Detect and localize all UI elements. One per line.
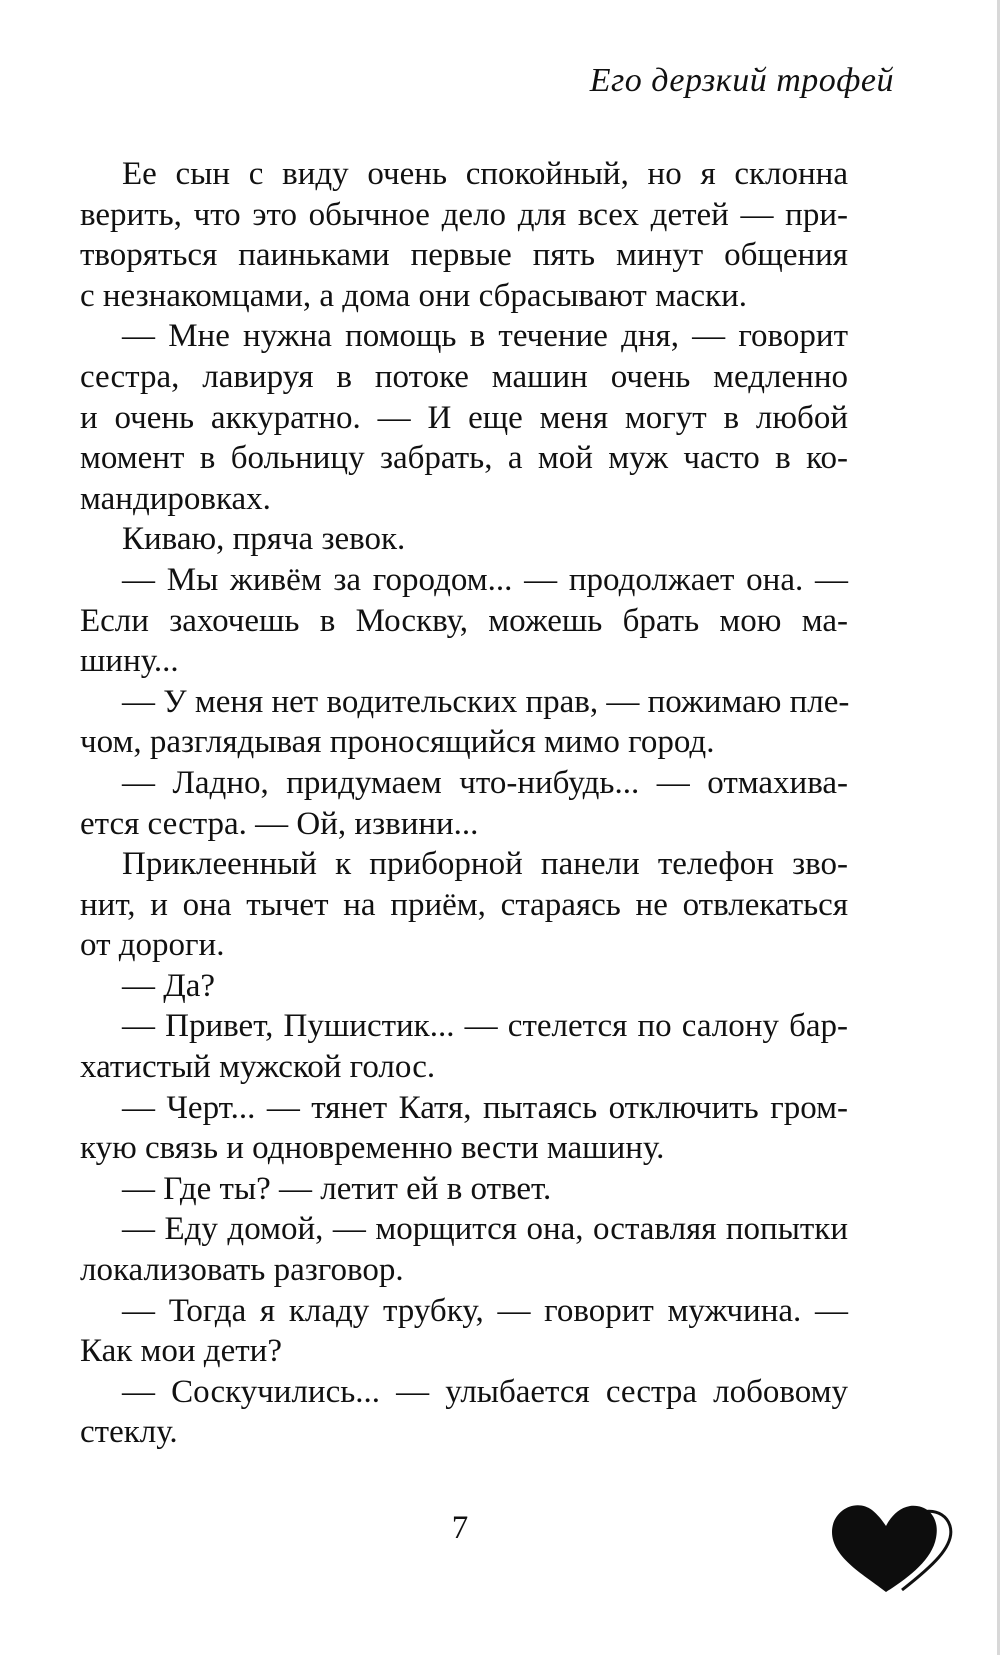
text-line: — Черт... — тянет Катя, пытаясь отключить гром- (122, 1089, 848, 1126)
running-head-title: Его дерзкий трофей (589, 62, 894, 99)
text-line: кую связь и одновременно вести машину. (80, 1130, 665, 1167)
text-line: Киваю, пряча зевок. (122, 521, 406, 558)
text-line: ется сестра. — Ой, извини... (80, 805, 479, 842)
text-line: шину... (80, 643, 179, 680)
filled-heart-icon (832, 1505, 937, 1592)
text-line: — Соскучились... — улыбается сестра лобовому (122, 1373, 848, 1410)
text-line: сестра, лавируя в потоке машин очень медленно (80, 358, 848, 395)
hearts-icon (826, 1488, 976, 1598)
text-line: — Да? (122, 967, 216, 1004)
body-text (80, 154, 848, 1453)
text-line: — Мне нужна помощь в течение дня, — говорит (122, 318, 848, 355)
page-number: 7 (451, 1510, 469, 1546)
text-line: и очень аккуратно. — И еще меня могут в любой (80, 399, 848, 436)
text-line: локализовать разговор. (80, 1252, 404, 1289)
text-line: Приклеенный к приборной панели телефон зво- (122, 846, 848, 883)
text-line: — Где ты? — летит ей в ответ. (122, 1170, 552, 1207)
text-line: стеклу. (80, 1414, 178, 1451)
text-line: Если захочешь в Москву, можешь брать мою ма- (80, 602, 848, 639)
text-line: — Тогда я кладу трубку, — говорит мужчина. — (122, 1292, 848, 1329)
text-line: — У меня нет водительских прав, — пожимаю пле- (122, 683, 850, 720)
text-line: — Мы живём за городом... — продолжает она. — (122, 561, 848, 598)
text-line: Ее сын с виду очень спокойный, но я склонна (122, 156, 848, 192)
text-line: с незнакомцами, а дома они сбрасывают маски. (80, 277, 747, 314)
text-line: — Ладно, придумаем что-нибудь... — отмахива- (122, 764, 848, 801)
text-line: мандировках. (80, 480, 271, 517)
text-line: хатистый мужской голос. (80, 1049, 436, 1086)
text-line: Как мои дети? (80, 1333, 282, 1370)
text-line: творяться паиньками первые пять минут общения (80, 237, 848, 274)
text-line: от дороги. (80, 927, 225, 964)
text-line: — Привет, Пушистик... — стелется по салону бар- (122, 1008, 848, 1045)
text-line: чом, разглядывая проносящийся мимо город. (80, 724, 715, 761)
text-line: момент в больницу забрать, а мой муж часто в ко- (80, 440, 848, 477)
text-line: верить, что это обычное дело для всех детей — при- (80, 196, 848, 233)
text-line: нит, и она тычет на приём, стараясь не отвлекаться (80, 886, 848, 923)
text-line: — Еду домой, — морщится она, оставляя попытки (122, 1211, 848, 1248)
